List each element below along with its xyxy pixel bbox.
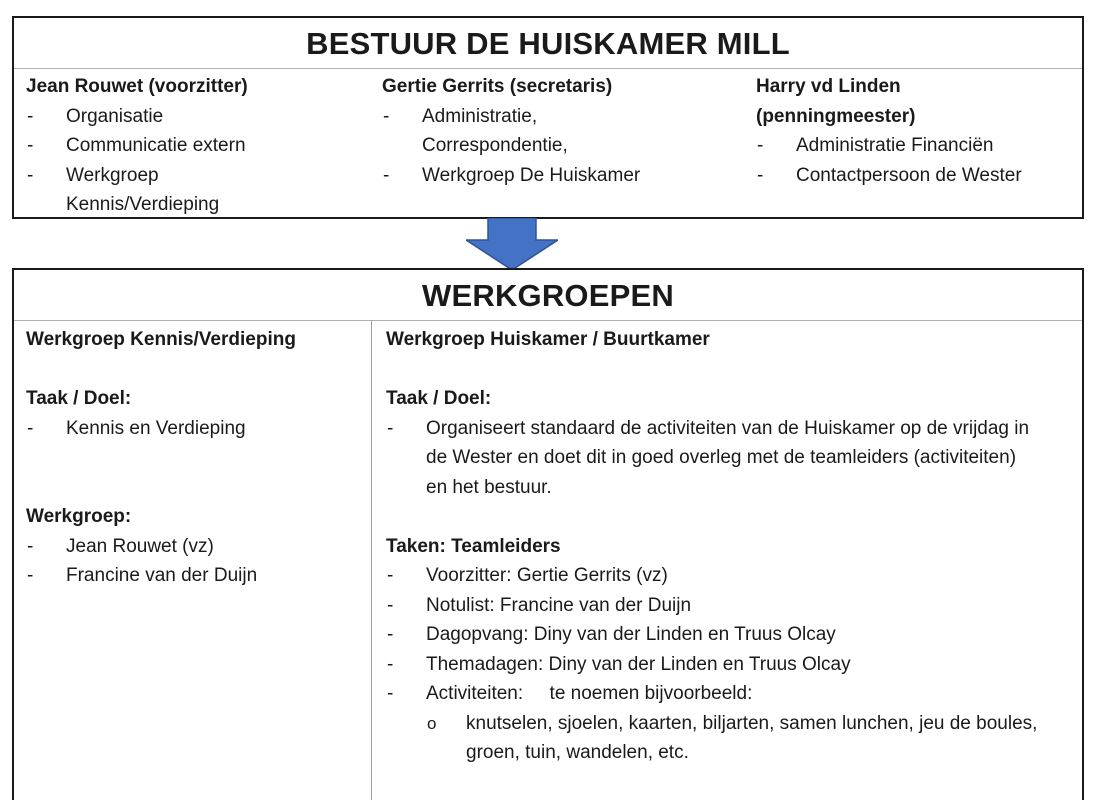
werkgroep-member: - Jean Rouwet (vz) [26, 532, 371, 562]
werkgroep-heading: Werkgroep Kennis/Verdieping [26, 329, 296, 350]
member-name: Gertie Gerrits (secretaris) [382, 76, 613, 97]
activiteiten-item: o knutselen, sjoelen, kaarten, biljarten, samen lunchen, jeu de boules, groen, tuin, wandelen, etc. [386, 709, 1070, 768]
werkgroepen-box [12, 268, 1084, 800]
werkgroep-kennis-column [14, 320, 372, 800]
member-secretaris [382, 72, 712, 190]
taken-list [386, 561, 1070, 709]
bestuur-box [12, 16, 1084, 219]
taken-item: - Dagopvang: Diny van der Linden en Truus Olcay [386, 620, 1070, 650]
werkgroep-heading: Werkgroep Huiskamer / Buurtkamer [386, 329, 710, 350]
taken-item: - Activiteiten: te noemen bijvoorbeeld: [386, 679, 1070, 709]
member-task: - Organisatie [26, 102, 366, 132]
member-voorzitter [26, 72, 366, 220]
member-task-list [382, 102, 712, 191]
taak-label: Taak / Doel: [386, 388, 492, 409]
member-task: - Administratie Financiën [756, 131, 1076, 161]
werkgroep-member: - Francine van der Duijn [26, 561, 371, 591]
taak-list [386, 414, 1070, 503]
member-task: - Administratie, Correspondentie, [382, 102, 612, 161]
werkgroep-member-list [26, 532, 371, 591]
member-task-list [26, 102, 366, 220]
taak-item: - Kennis en Verdieping [26, 414, 371, 444]
down-arrow-icon [466, 218, 558, 270]
member-name: Harry vd Linden (penningmeester) [756, 76, 916, 127]
taken-item: - Voorzitter: Gertie Gerrits (vz) [386, 561, 1070, 591]
taken-label: Taken: Teamleiders [386, 535, 561, 557]
taak-item: - Organiseert standaard de activiteiten van de Huiskamer op de vrijdag in de Wester en doet dit in goed overleg met de teamleiders (activiteiten) en het bestuur. [386, 414, 1042, 503]
activiteiten-list [386, 709, 1070, 768]
down-arrow-shape [466, 218, 558, 270]
member-task: - Communicatie extern [26, 131, 366, 161]
taken-item: - Notulist: Francine van der Duijn [386, 591, 1070, 621]
member-task: - Werkgroep Kennis/Verdieping [26, 161, 266, 220]
taak-list [26, 414, 371, 444]
member-task: - Contactpersoon de Wester [756, 161, 1076, 191]
werkgroepen-title: WERKGROEPEN [14, 270, 1082, 321]
member-name: Jean Rouwet (voorzitter) [26, 76, 248, 97]
taak-label: Taak / Doel: [26, 388, 132, 409]
taken-item: - Themadagen: Diny van der Linden en Truus Olcay [386, 650, 1070, 680]
member-penningmeester [756, 72, 1076, 190]
member-task-list [756, 131, 1076, 190]
werkgroep-label: Werkgroep: [26, 506, 132, 527]
member-task: - Werkgroep De Huiskamer [382, 161, 712, 191]
bestuur-title: BESTUUR DE HUISKAMER MILL [14, 18, 1082, 69]
werkgroep-huiskamer-column [372, 320, 1082, 800]
